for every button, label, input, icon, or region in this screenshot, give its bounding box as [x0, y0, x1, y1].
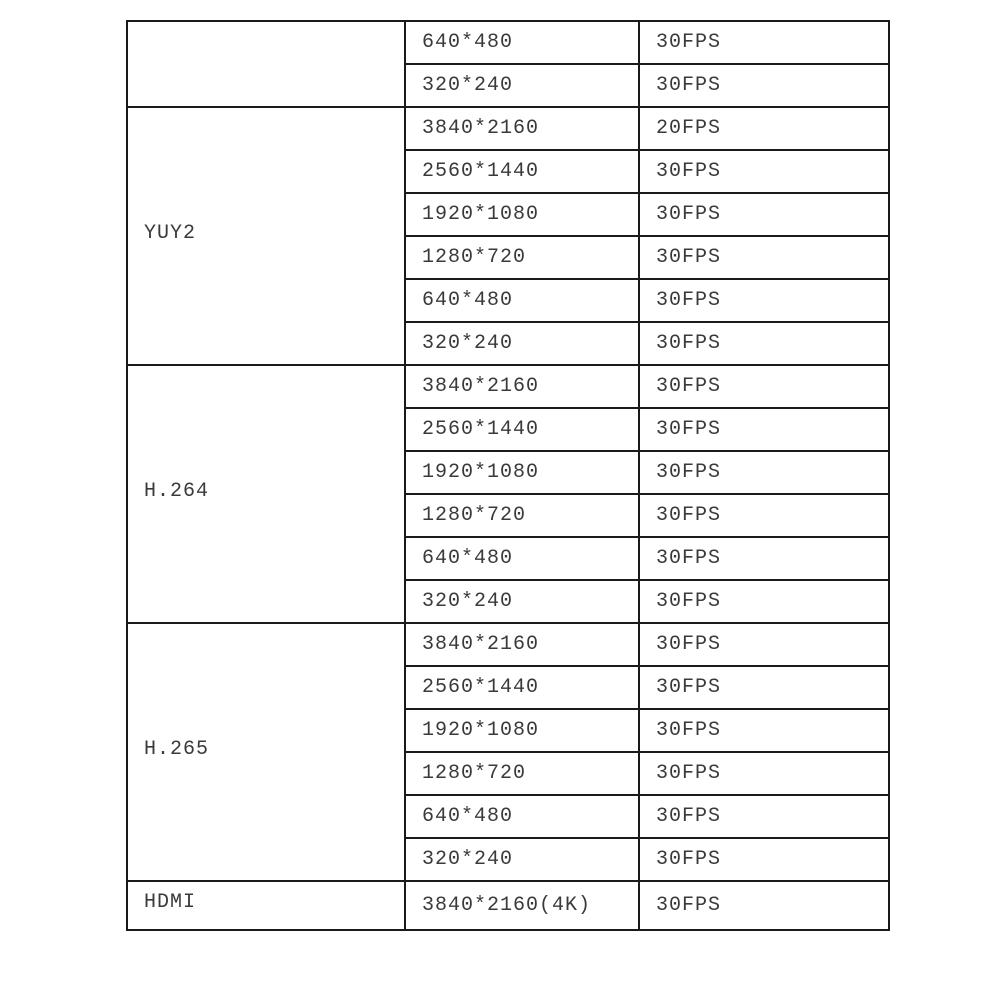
resolution-cell: 640*480 — [405, 279, 639, 322]
format-cell: H.264 — [127, 365, 405, 623]
resolution-cell: 320*240 — [405, 322, 639, 365]
fps-cell: 30FPS — [639, 193, 889, 236]
resolution-cell: 2560*1440 — [405, 150, 639, 193]
resolution-cell: 1920*1080 — [405, 709, 639, 752]
fps-cell: 30FPS — [639, 150, 889, 193]
resolution-cell: 1920*1080 — [405, 193, 639, 236]
table-row — [127, 623, 889, 666]
fps-cell: 30FPS — [639, 795, 889, 838]
fps-cell: 30FPS — [639, 881, 889, 930]
fps-cell: 30FPS — [639, 365, 889, 408]
fps-cell: 20FPS — [639, 107, 889, 150]
resolution-cell: 3840*2160 — [405, 365, 639, 408]
resolution-cell: 1280*720 — [405, 494, 639, 537]
table-row — [127, 365, 889, 408]
resolution-cell: 3840*2160(4K) — [405, 881, 639, 930]
resolution-cell: 2560*1440 — [405, 666, 639, 709]
fps-cell: 30FPS — [639, 64, 889, 107]
resolution-cell: 3840*2160 — [405, 107, 639, 150]
fps-cell: 30FPS — [639, 236, 889, 279]
fps-cell: 30FPS — [639, 494, 889, 537]
resolution-spec-table — [126, 20, 890, 931]
fps-cell: 30FPS — [639, 21, 889, 64]
fps-cell: 30FPS — [639, 709, 889, 752]
format-cell: YUY2 — [127, 107, 405, 365]
table-row — [127, 21, 889, 64]
fps-cell: 30FPS — [639, 322, 889, 365]
fps-cell: 30FPS — [639, 408, 889, 451]
table-row — [127, 107, 889, 150]
fps-cell: 30FPS — [639, 451, 889, 494]
format-cell: H.265 — [127, 623, 405, 881]
resolution-cell: 1920*1080 — [405, 451, 639, 494]
fps-cell: 30FPS — [639, 580, 889, 623]
resolution-cell: 640*480 — [405, 537, 639, 580]
fps-cell: 30FPS — [639, 752, 889, 795]
resolution-cell: 1280*720 — [405, 752, 639, 795]
format-cell — [127, 21, 405, 107]
resolution-cell: 320*240 — [405, 838, 639, 881]
resolution-cell: 3840*2160 — [405, 623, 639, 666]
fps-cell: 30FPS — [639, 537, 889, 580]
fps-cell: 30FPS — [639, 838, 889, 881]
table-row — [127, 881, 889, 930]
resolution-cell: 320*240 — [405, 580, 639, 623]
table-body — [127, 21, 889, 930]
resolution-cell: 320*240 — [405, 64, 639, 107]
fps-cell: 30FPS — [639, 279, 889, 322]
resolution-cell: 1280*720 — [405, 236, 639, 279]
resolution-cell: 640*480 — [405, 21, 639, 64]
resolution-cell: 2560*1440 — [405, 408, 639, 451]
format-cell: HDMI — [127, 881, 405, 930]
resolution-cell: 640*480 — [405, 795, 639, 838]
fps-cell: 30FPS — [639, 623, 889, 666]
fps-cell: 30FPS — [639, 666, 889, 709]
